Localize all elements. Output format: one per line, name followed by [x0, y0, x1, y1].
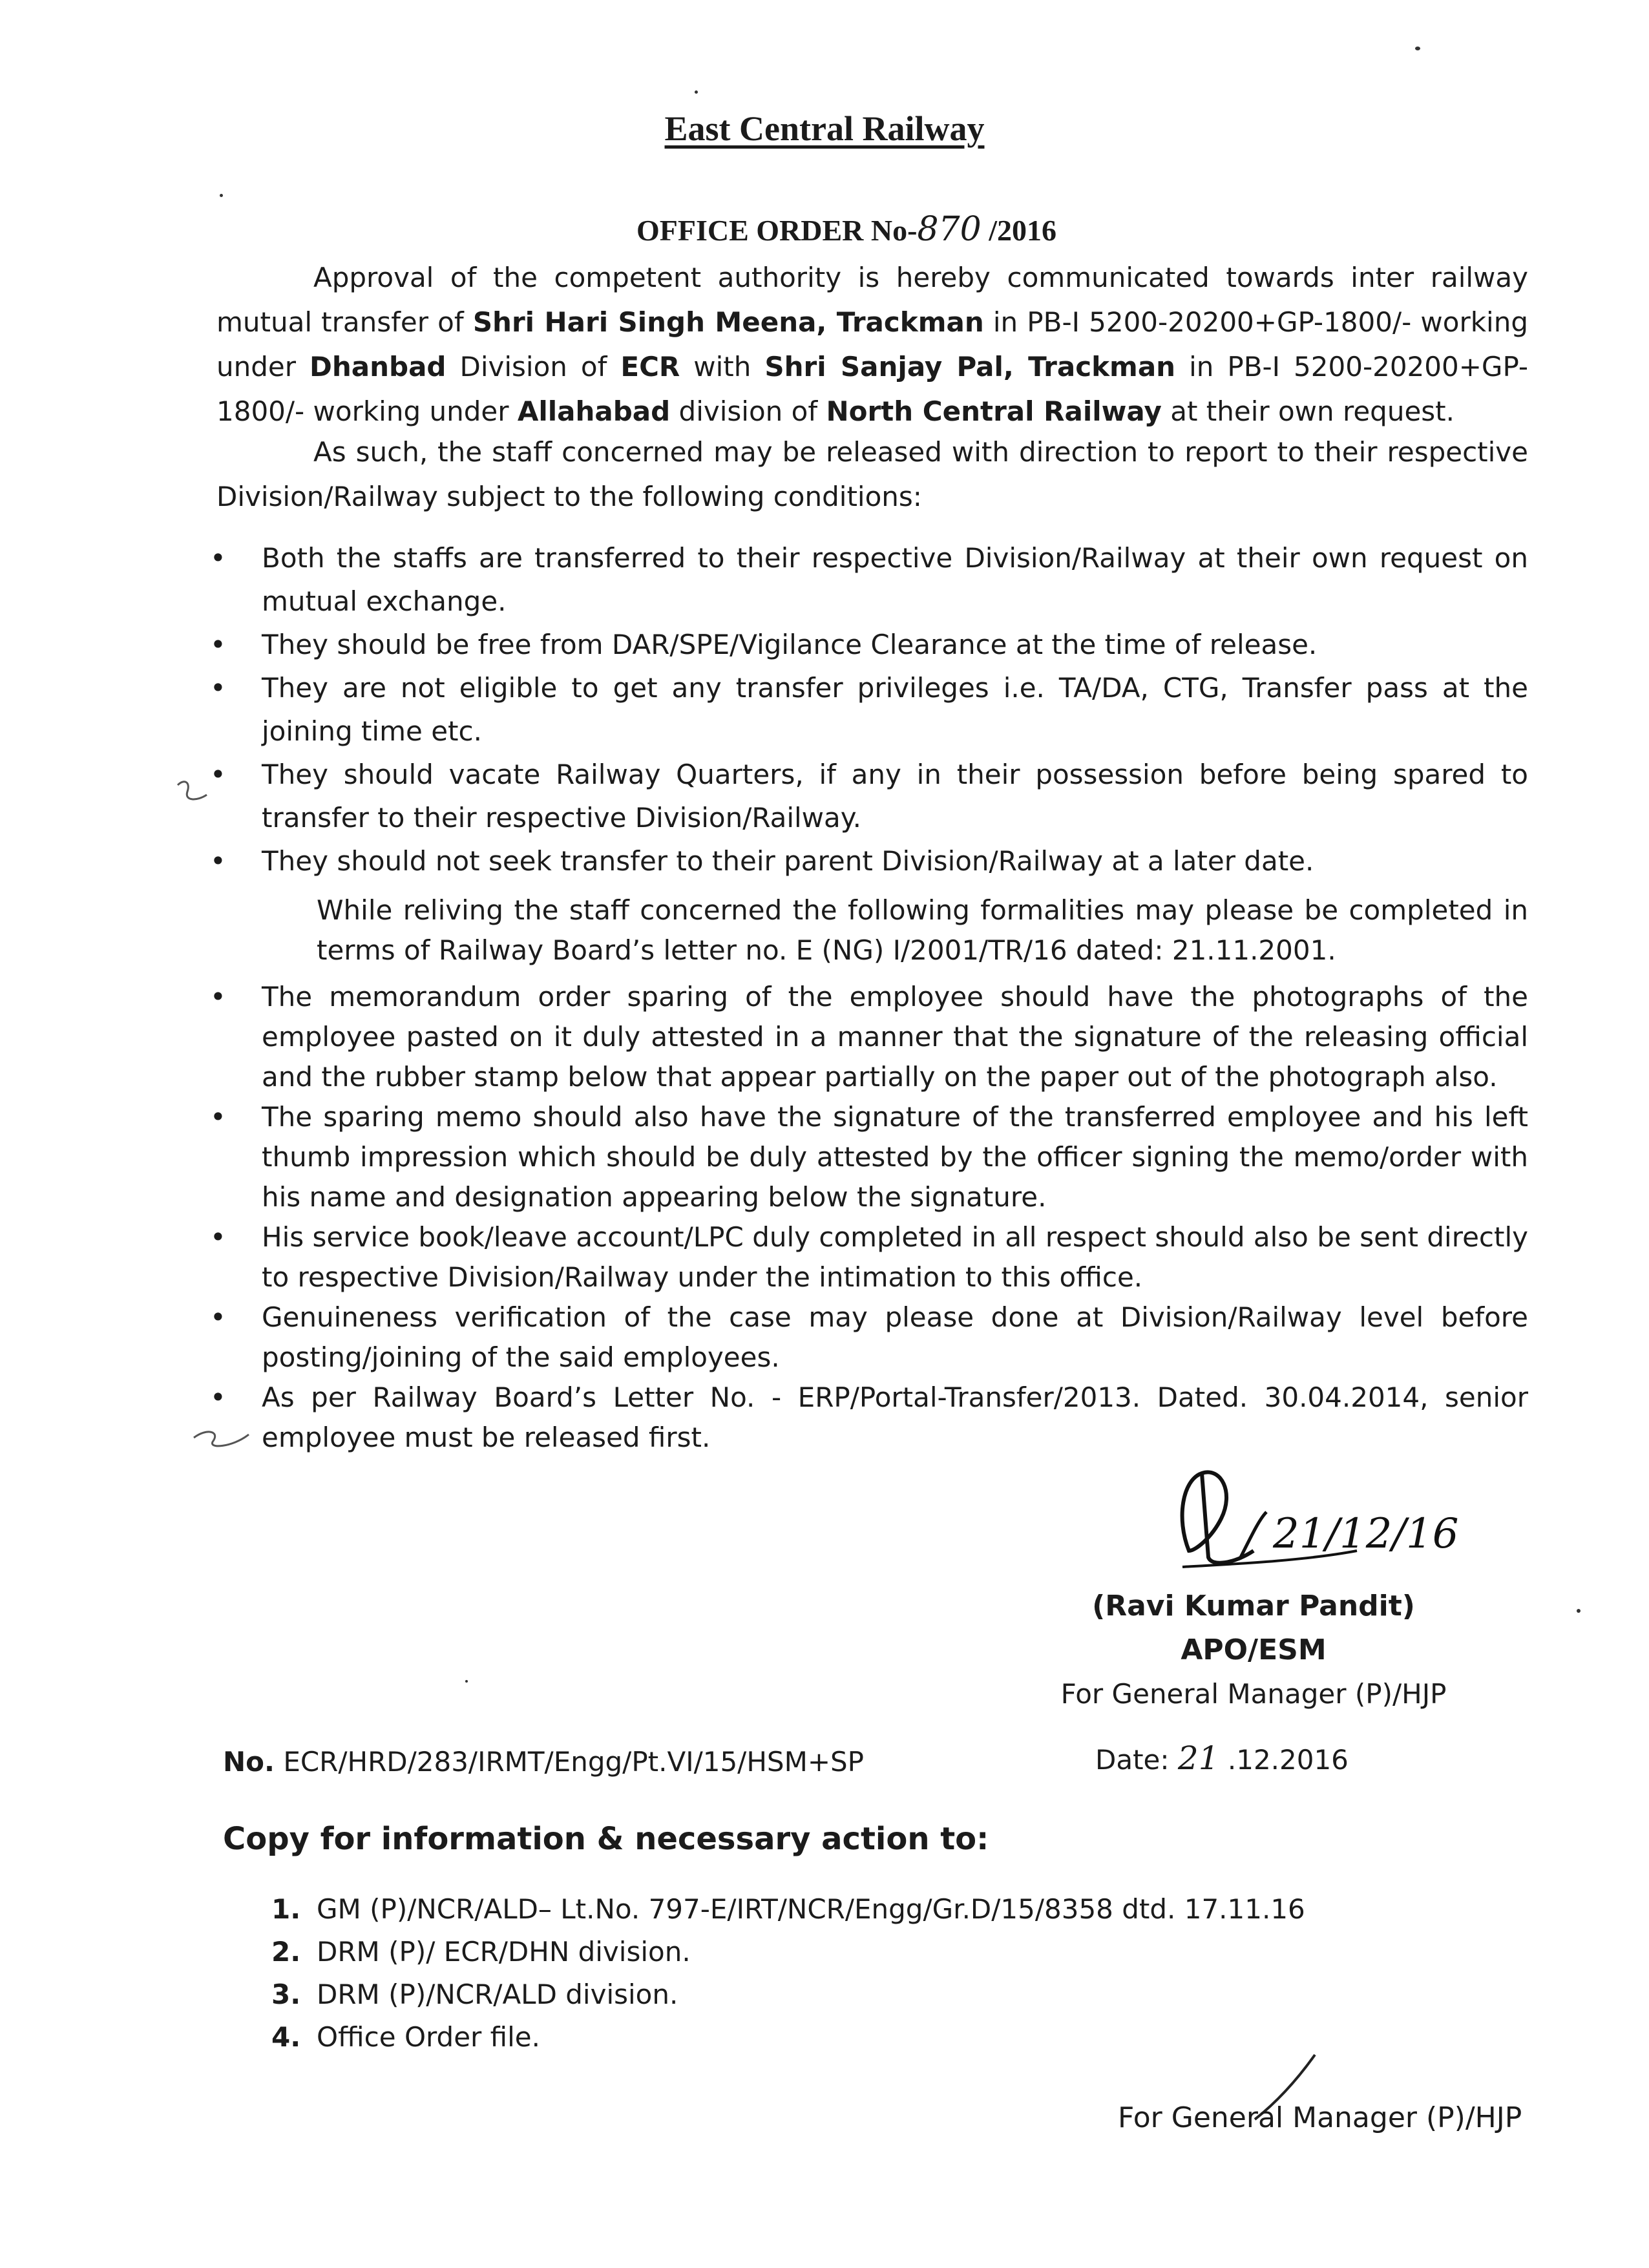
intro-text: Approval of the competent authority is hereby communicated towards inter railway mutual transfer of: [216, 262, 1528, 338]
item-number: 2.: [271, 1936, 301, 1968]
list-item: • They should vacate Railway Quarters, if any in their possession before being spared to transfer to their respective Division/Railway.: [262, 753, 1528, 839]
office-order-number: [636, 210, 1056, 249]
signature-date-handwritten: 21/12/16: [1273, 1510, 1459, 1558]
intro-paragraph: [216, 255, 1528, 434]
employee-2-name: Shri Sanjay Pal, Trackman: [764, 351, 1176, 383]
date-handwritten: 21: [1177, 1739, 1219, 1777]
margin-mark: [171, 772, 216, 811]
intro-text: division of: [670, 395, 826, 427]
reference-number: [223, 1746, 864, 1778]
item-text: DRM (P)/NCR/ALD division.: [317, 1979, 678, 2010]
list-item: • Both the staffs are transferred to their respective Division/Railway at their own request on mutual exchange.: [262, 536, 1528, 623]
list-item: [271, 1888, 1305, 1931]
signature-scribble: [1163, 1454, 1459, 1590]
conditions-intro: As such, the staff concerned may be released with direction to report to their respective Division/Railway subject to the following conditions:: [216, 436, 1528, 512]
scan-speck: [220, 194, 223, 197]
signatory-designation: APO/ESM: [1181, 1633, 1327, 1666]
item-text: Office Order file.: [317, 2021, 540, 2053]
intro-text: in PB-I 5200-20200+GP-1800/- working under: [216, 306, 1528, 383]
item-text: DRM (P)/ ECR/DHN division.: [317, 1936, 691, 1968]
formalities-intro: While reliving the staff concerned the following formalities may please be completed in terms of Railway Board’s letter no. E (NG) I/2001/TR/16 dated: 21.11.2001.: [317, 894, 1528, 966]
signatory-for-line: For General Manager (P)/HJP: [1060, 1678, 1447, 1710]
list-item: • They should not seek transfer to their parent Division/Railway at a later date.: [262, 839, 1528, 883]
scan-speck: [465, 1680, 468, 1683]
list-item: [271, 1931, 1305, 1973]
order-suffix: /2016: [981, 214, 1056, 247]
document-title: East Central Railway: [664, 109, 985, 148]
division-2: Allahabad: [517, 395, 671, 427]
item-number: 4.: [271, 2021, 301, 2053]
intro-text: Division of: [446, 351, 621, 383]
list-item: • They are not eligible to get any transfer privileges i.e. TA/DA, CTG, Transfer pass at the joining time etc.: [262, 666, 1528, 753]
signature-block: [1008, 1584, 1499, 1716]
intro-text: in PB-I 5200-20200+GP-1800/- working under: [216, 351, 1529, 427]
item-number: 3.: [271, 1979, 301, 2010]
list-item: • The memorandum order sparing of the employee should have the photographs of the employee pasted on it duly attested in a manner that the signature of the releasing official and the rubber stamp below that appear partially on the paper out of the photograph also.: [262, 977, 1528, 1097]
intro-text: with: [680, 351, 765, 383]
footer-for-line: For General Manager (P)/HJP: [1118, 2101, 1522, 2134]
copy-list: [271, 1888, 1305, 2059]
list-item: • As per Railway Board’s Letter No. - ERP/Portal-Transfer/2013. Dated. 30.04.2014, senior employee must be released first.: [262, 1378, 1528, 1458]
margin-mark: [187, 1418, 258, 1457]
reference-date: [1095, 1739, 1349, 1777]
order-prefix: OFFICE ORDER No-: [636, 214, 918, 247]
formalities-list: [262, 977, 1528, 1458]
scan-speck: [1415, 47, 1420, 50]
list-item: [271, 2016, 1305, 2059]
conditions-list: [262, 536, 1528, 883]
railway-2: North Central Railway: [826, 395, 1162, 427]
item-text: GM (P)/NCR/ALD– Lt.No. 797-E/IRT/NCR/Engg/Gr.D/15/8358 dtd. 17.11.16: [317, 1893, 1305, 1925]
list-item: • Genuineness verification of the case may please done at Division/Railway level before posting/joining of the said employees.: [262, 1297, 1528, 1378]
order-number-handwritten: 870: [917, 210, 982, 249]
list-item: [271, 1973, 1305, 2016]
date-label: Date:: [1095, 1744, 1178, 1776]
employee-1-name: Shri Hari Singh Meena, Trackman: [472, 306, 984, 338]
scan-speck: [1577, 1609, 1581, 1613]
intro-text: at their own request.: [1161, 395, 1455, 427]
reference-value: ECR/HRD/283/IRMT/Engg/Pt.VI/15/HSM+SP: [274, 1746, 864, 1778]
signatory-name: (Ravi Kumar Pandit): [1092, 1590, 1415, 1622]
scan-speck: [695, 90, 698, 94]
list-item: • They should be free from DAR/SPE/Vigilance Clearance at the time of release.: [262, 623, 1528, 666]
list-item: • His service book/leave account/LPC duly completed in all respect should also be sent directly to respective Division/Railway under the intimation to this office.: [262, 1217, 1528, 1297]
copy-heading: Copy for information & necessary action to:: [223, 1821, 989, 1857]
reference-label: No.: [223, 1746, 275, 1778]
date-value: .12.2016: [1219, 1744, 1349, 1776]
list-item: • The sparing memo should also have the signature of the transferred employee and his left thumb impression which should be duly attested by the officer signing the memo/order with his name and designation appearing below the signature.: [262, 1097, 1528, 1217]
item-number: 1.: [271, 1893, 301, 1925]
railway-1: ECR: [620, 351, 680, 383]
division-1: Dhanbad: [310, 351, 446, 383]
